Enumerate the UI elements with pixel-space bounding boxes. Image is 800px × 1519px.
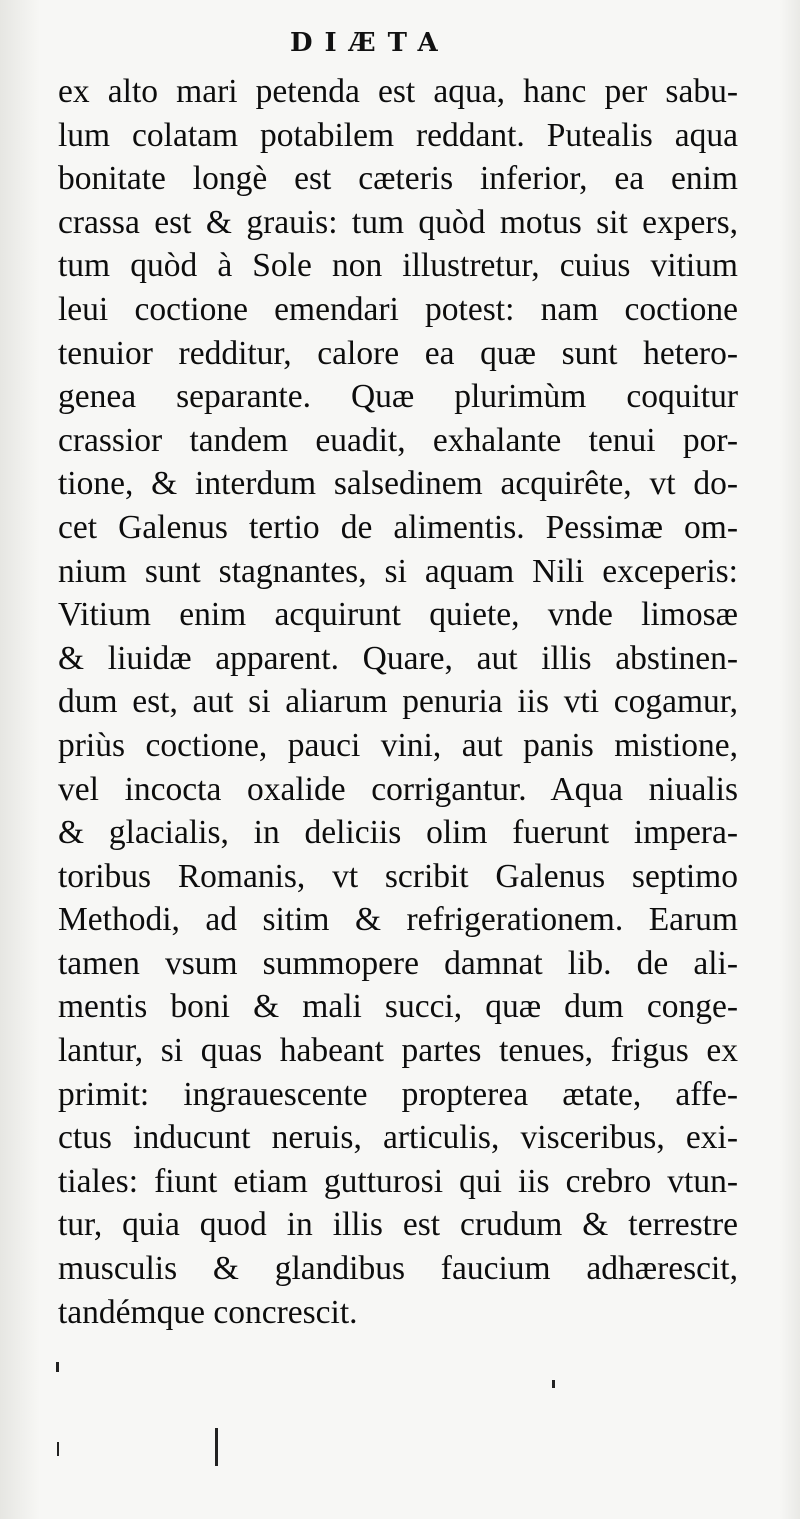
text-line: Vitium enim acquirunt quiete, vnde limosæ bbox=[58, 596, 738, 634]
text-line: tione, & interdum salsedinem acquirête, vt do- bbox=[58, 465, 738, 503]
ink-speck bbox=[215, 1428, 218, 1466]
running-head: DIÆTA bbox=[290, 28, 450, 58]
text-line: tandémque concrescit. bbox=[58, 1293, 358, 1331]
text-line: musculis & glandibus faucium adhærescit, bbox=[58, 1250, 738, 1288]
text-line: priùs coctione, pauci vini, aut panis mistione, bbox=[58, 726, 738, 764]
text-line: vel incocta oxalide corrigantur. Aqua niualis bbox=[58, 770, 738, 808]
text-line: bonitate longè est cæteris inferior, ea enim bbox=[58, 160, 738, 198]
text-line: tur, quia quod in illis est crudum & terrestre bbox=[58, 1206, 738, 1244]
text-line: mentis boni & mali succi, quæ dum conge- bbox=[58, 988, 738, 1026]
text-line: lantur, si quas habeant partes tenues, frigus ex bbox=[58, 1032, 738, 1070]
text-line: lum colatam potabilem reddant. Putealis aqua bbox=[58, 116, 738, 154]
text-line: Methodi, ad sitim & refrigerationem. Earum bbox=[58, 901, 738, 939]
text-line: tiales: fiunt etiam gutturosi qui iis crebro vtun- bbox=[58, 1162, 738, 1200]
text-line: leui coctione emendari potest: nam coctione bbox=[58, 290, 738, 328]
text-line: tamen vsum summopere damnat lib. de ali- bbox=[58, 944, 738, 982]
text-line: & glacialis, in deliciis olim fuerunt impera- bbox=[58, 814, 738, 852]
text-line: & liuidæ apparent. Quare, aut illis abstinen- bbox=[58, 639, 738, 677]
text-line: ctus inducunt neruis, articulis, visceribus, exi- bbox=[58, 1119, 738, 1157]
text-line: dum est, aut si aliarum penuria iis vti cogamur, bbox=[58, 683, 738, 721]
ink-speck bbox=[57, 1442, 59, 1456]
text-line: primit: ingrauescente propterea ætate, affe- bbox=[58, 1075, 738, 1113]
text-line: nium sunt stagnantes, si aquam Nili exceperis: bbox=[58, 552, 738, 590]
text-line: tum quòd à Sole non illustretur, cuius vitium bbox=[58, 247, 738, 285]
text-line: tenuior redditur, calore ea quæ sunt hetero- bbox=[58, 334, 738, 372]
text-line: ex alto mari petenda est aqua, hanc per sabu- bbox=[58, 73, 738, 110]
ink-speck bbox=[56, 1362, 59, 1372]
page-gutter-shadow bbox=[0, 0, 40, 1519]
text-line: toribus Romanis, vt scribit Galenus septimo bbox=[58, 857, 738, 895]
page-edge-shadow bbox=[780, 0, 800, 1519]
body-text bbox=[58, 70, 738, 1334]
text-line: genea separante. Quæ plurimùm coquitur bbox=[58, 378, 738, 416]
ink-speck bbox=[552, 1380, 555, 1388]
text-line: cet Galenus tertio de alimentis. Pessimæ om- bbox=[58, 508, 738, 546]
text-line: crassior tandem euadit, exhalante tenui por- bbox=[58, 421, 738, 459]
text-line: crassa est & grauis: tum quòd motus sit expers, bbox=[58, 203, 738, 241]
